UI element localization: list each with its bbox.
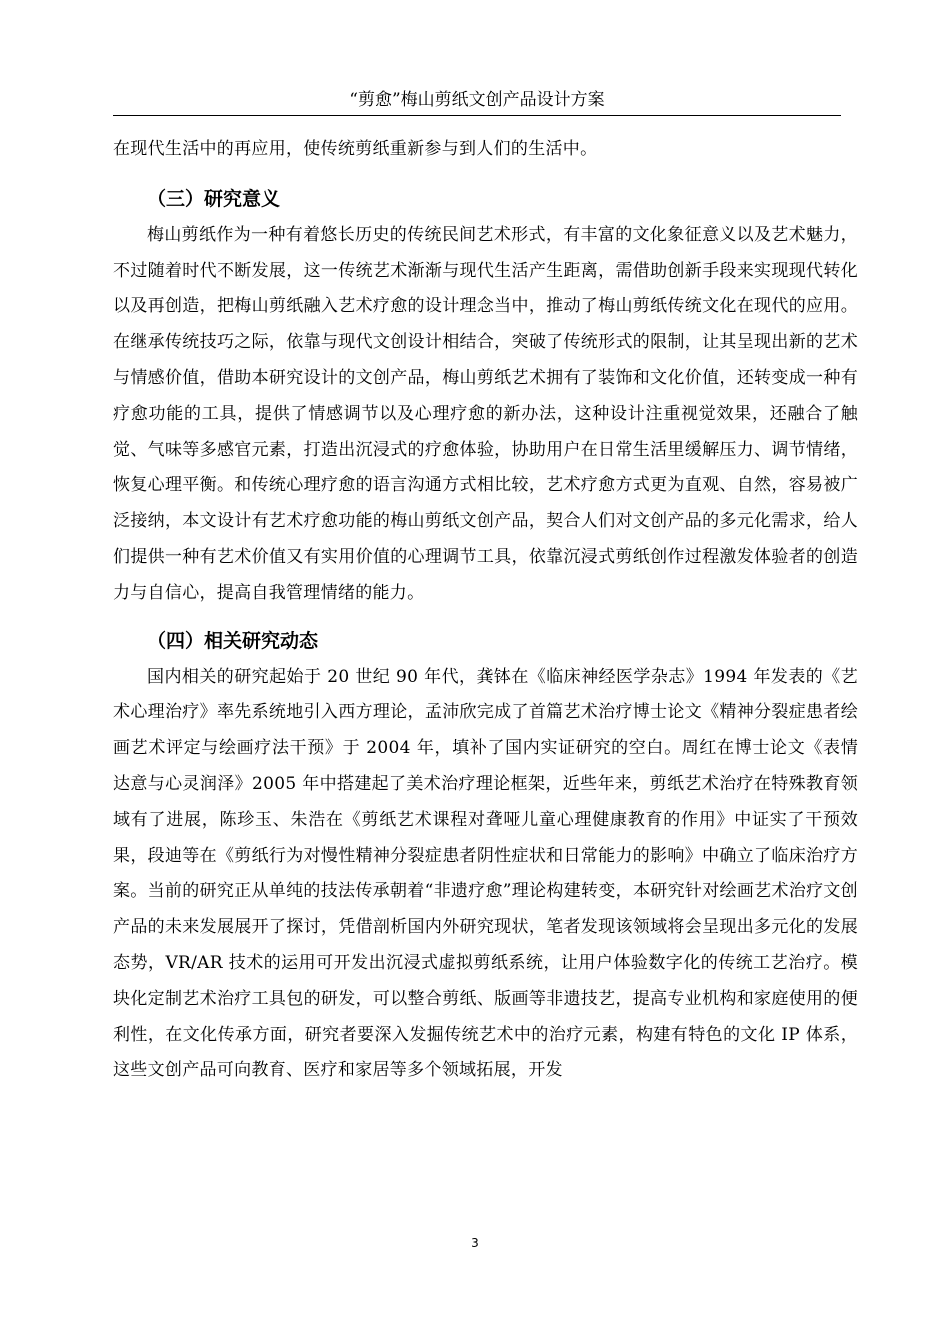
related-research-paragraph: 国内相关的研究起始于 20 世纪 90 年代，龚钵在《临床神经医学杂志》1994 年发表的《艺术心理治疗》率先系统地引入西方理论，孟沛欣完成了首篇艺术治疗博士论文《精神分裂症患者绘画艺术评定与绘画疗法干预》于 2004 年，填补了国内实证研究的空白。周红在博士论文《表情达意与心灵润泽》2005 年中搭建起了美术治疗理论框架，近些年来，剪纸艺术治疗在特殊教育领域有了进展，陈珍玉、朱浩在《剪纸艺术课程对聋哑儿童心理健康教育的作用》中证实了干预效果，段迪等在《剪纸行为对慢性精神分裂症患者阴性症状和日常能力的影响》中确立了临床治疗方案。当前的研究正从单纯的技法传承朝着“非遗疗愈”理论构建转变，本研究针对绘画艺术治疗文创产品的未来发展展开了探讨，凭借剖析国内外研究现状，笔者发现该领域将会呈现出多元化的发展态势，VR/AR 技术的运用可开发出沉浸式虚拟剪纸系统，让用户体验数字化的传统工艺治疗。模块化定制艺术治疗工具包的研发，可以整合剪纸、版画等非遗技艺，提高专业机构和家庭使用的便利性，在文化传承方面，研究者要深入发掘传统艺术中的治疗元素，构建有特色的文化 IP 体系，这些文创产品可向教育、医疗和家居等多个领域拓展，开发: [113, 666, 858, 1081]
page-number: 3: [471, 1236, 479, 1250]
research-significance-paragraph: 梅山剪纸作为一种有着悠长历史的传统民间艺术形式，有丰富的文化象征意义以及艺术魅力，不过随着时代不断发展，这一传统艺术渐渐与现代生活产生距离，需借助创新手段来实现现代转化以及再创造，把梅山剪纸融入艺术疗愈的设计理念当中，推动了梅山剪纸传统文化在现代的应用。在继承传统技巧之际，依靠与现代文创设计相结合，突破了传统形式的限制，让其呈现出新的艺术与情感价值，借助本研究设计的文创产品，梅山剪纸艺术拥有了装饰和文化价值，还转变成一种有疗愈功能的工具，提供了情感调节以及心理疗愈的新办法，这种设计注重视觉效果，还融合了触觉、气味等多感官元素，打造出沉浸式的疗愈体验，协助用户在日常生活里缓解压力、调节情绪，恢复心理平衡。和传统心理疗愈的语言沟通方式相比较，艺术疗愈方式更为直观、自然，容易被广泛接纳，本文设计有艺术疗愈功能的梅山剪纸文创产品，契合人们对文创产品的多元化需求，给人们提供一种有艺术价值又有实用价值的心理调节工具，依靠沉浸式剪纸创作过程激发体验者的创造力与自信心，提高自我管理情绪的能力。: [113, 224, 858, 603]
continuation-paragraph: 在现代生活中的再应用，使传统剪纸重新参与到人们的生活中。: [113, 139, 598, 159]
header-rule: [113, 115, 841, 116]
page-body: [113, 132, 858, 1089]
section-heading-related-research: （四）相关研究动态: [147, 629, 319, 652]
running-header: “剪愈”梅山剪纸文创产品设计方案: [349, 90, 605, 110]
section-heading-research-significance: （三）研究意义: [147, 187, 281, 210]
